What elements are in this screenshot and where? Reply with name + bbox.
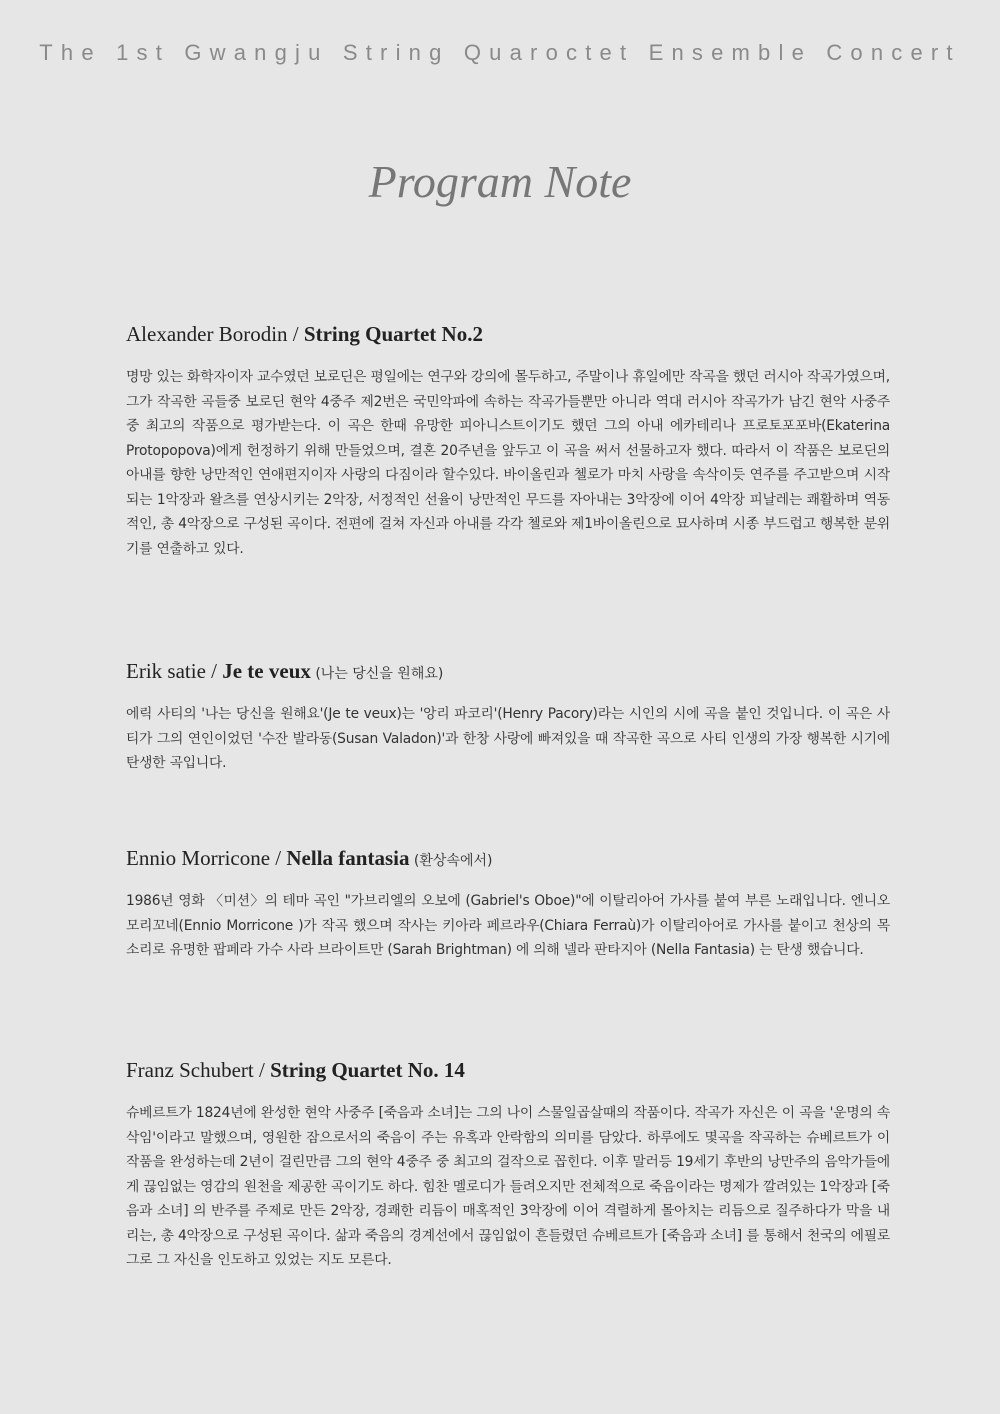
composer-name: Franz Schubert: [126, 1058, 254, 1082]
work-title: String Quartet No. 14: [270, 1058, 465, 1082]
program-section-schubert: [126, 1058, 890, 1273]
composer-name: Alexander Borodin: [126, 322, 288, 346]
section-body: 에릭 사티의 '나는 당신을 원해요'(Je te veux)는 '앙리 파코리'(Henry Pacory)라는 시인의 시에 곡을 붙인 것입니다. 이 곡은 사티가 그의 연인이었던 '수잔 발라동(Susan Valadon)'과 한창 사랑에 빠져있을 때 작곡한 곡으로 사티 인생의 가장 행복한 시기에 탄생한 곡입니다.: [126, 706, 890, 771]
heading-separator: /: [253, 1058, 271, 1082]
heading-separator: /: [270, 846, 287, 870]
work-title: Nella fantasia: [286, 846, 410, 870]
section-body: 1986년 영화 〈미션〉의 테마 곡인 "가브리엘의 오보에 (Gabriel's Oboe)"에 이탈리아어 가사를 붙여 부른 노래입니다. 엔니오 모리꼬네(Ennio Morricone )가 작곡 했으며 작사는 키아라 페르라우(Chiara Ferraù)가 이탈리아어로 가사를 붙이고 천상의 목소리로 유명한 팝페라 가수 사라 브라이트만 (Sarah Brightman) 에 의해 넬라 판타지아 (Nella Fantasia) 는 탄생 했습니다.: [126, 893, 890, 958]
heading-separator: /: [287, 322, 304, 346]
work-subtitle: (환상속에서): [409, 853, 493, 869]
section-body: 명망 있는 화학자이자 교수였던 보로딘은 평일에는 연구와 강의에 몰두하고, 주말이나 휴일에만 작곡을 했던 러시아 작곡가였으며, 그가 작곡한 곡들중 보로딘 현악 4중주 제2번은 국민악파에 속하는 작곡가들뿐만 아니라 역대 러시아 작곡가가 남긴 현악 사중주 중 최고의 작품으로 평가받는다. 이 곡은 한때 유망한 피아니스트이기도 했던 그의 아내 에카테리나 프로토포포바(Ekaterina Protopopova)에게 헌정하기 위해 만들었으며, 결혼 20주년을 앞두고 이 곡을 써서 선물하고자 했다. 따라서 이 작품은 보로딘의 아내를 향한 낭만적인 연애편지이자 사랑의 다짐이라 할수있다. 바이올린과 첼로가 마치 사랑을 속삭이듯 연주를 주고받으며 시작되는 1악장과 왈츠를 연상시키는 2악장, 서정적인 선율이 낭만적인 무드를 자아내는 3악장에 이어 4악장 피날레는 쾌활하며 역동적인, 총 4악장으로 구성된 곡이다. 전편에 걸쳐 자신과 아내를 각각 첼로와 제1바이올린으로 묘사하며 시종 부드럽고 행복한 분위기를 연출하고 있다.: [126, 369, 890, 557]
program-section-morricone: [126, 846, 890, 963]
composer-name: Ennio Morricone: [126, 846, 271, 870]
heading-separator: /: [205, 659, 223, 683]
section-heading: [126, 659, 890, 684]
section-heading: [126, 1058, 890, 1083]
work-title: Je te veux: [222, 659, 311, 683]
section-heading: [126, 322, 890, 347]
work-title: String Quartet No.2: [303, 322, 483, 346]
concert-title: The 1st Gwangju String Quaroctet Ensemble Concert: [39, 40, 961, 65]
section-heading: [126, 846, 890, 871]
program-section-satie: [126, 659, 890, 776]
page-title: Program Note: [368, 156, 632, 207]
composer-name: Erik satie: [126, 659, 206, 683]
section-body: 슈베르트가 1824년에 완성한 현악 사중주 [죽음과 소녀]는 그의 나이 스물일곱살때의 작품이다. 작곡가 자신은 이 곡을 '운명의 속삭임'이라고 말했으며, 영원한 잠으로서의 죽음이 주는 유혹과 안락함의 의미를 담았다. 하루에도 몇곡을 작곡하는 슈베르트가 이작품을 완성하는데 2년이 걸린만큼 그의 현악 4중주 중 최고의 걸작으로 꼽힌다. 이후 말러등 19세기 후반의 낭만주의 음악가들에게 끊임없는 영감의 원천을 제공한 곡이기도 하다. 힘찬 멜로디가 들려오지만 전체적으로 죽음이라는 명제가 깔려있는 1악장과 [죽음과 소녀] 의 반주를 주제로 만든 2악장, 경쾌한 리듬이 매혹적인 3악장에 이어 격렬하게 몰아치는 리듬으로 질주하다가 막을 내리는, 총 4악장으로 구성된 곡이다. 삶과 죽음의 경계선에서 끊임없이 흔들렸던 슈베르트가 [죽음과 소녀] 를 통해서 천국의 에필로그로 그 자신을 인도하고 있었는 지도 모른다.: [126, 1105, 890, 1268]
program-section-borodin: [126, 322, 890, 561]
work-subtitle: (나는 당신을 원해요): [310, 666, 444, 682]
